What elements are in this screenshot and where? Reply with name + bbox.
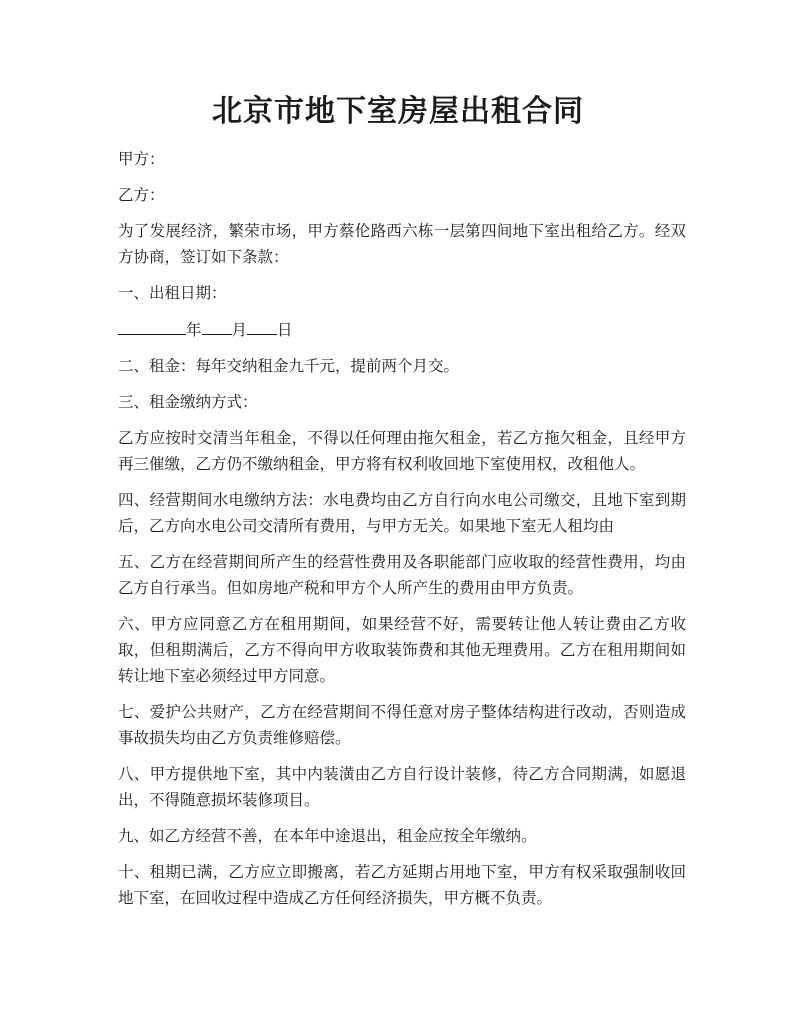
clause-10: 十、租期已满，乙方应立即搬离，若乙方延期占用地下室，甲方有权采取强制收回地下室，在回收过程中造成乙方任何经济损失，甲方概不负责。 [118, 863, 686, 907]
clause-8: 八、甲方提供地下室，其中内装潢由乙方自行设计装修，待乙方合同期满，如愿退出，不得随意损坏装修项目。 [118, 765, 686, 809]
intro-paragraph: 为了发展经济，繁荣市场，甲方蔡伦路西六栋一层第四间地下室出租给乙方。经双方协商，签订如下条款： [118, 222, 686, 266]
year-blank [118, 316, 186, 335]
document-title: 北京市地下室房屋出租合同 [212, 94, 584, 129]
month-label: 月 [231, 321, 248, 339]
clause-3-heading: 三、租金缴纳方式： [118, 393, 258, 411]
day-label: 日 [277, 321, 293, 339]
clause-3-body: 乙方应按时交清当年租金，不得以任何理由拖欠租金，若乙方拖欠租金，且经甲方再三催缴，乙方仍不缴纳租金，甲方将有权利收回地下室使用权，改租他人。 [118, 429, 686, 473]
document-body [118, 146, 686, 921]
clause-2: 二、租金：每年交纳租金九千元，提前两个月交。 [118, 357, 460, 375]
party-a-line: 甲方： [118, 150, 165, 168]
clause-9: 九、如乙方经营不善，在本年中途退出，租金应按全年缴纳。 [118, 827, 537, 845]
month-blank [202, 316, 232, 335]
clause-1-heading: 一、出租日期： [118, 284, 227, 302]
clause-6: 六、甲方应同意乙方在租用期间，如果经营不好，需要转让他人转让费由乙方收取，但租期满后，乙方不得向甲方收取装饰费和其他无理费用。乙方在租用期间如转让地下室必须经过甲方同意。 [118, 615, 686, 685]
date-line [118, 316, 686, 343]
year-label: 年 [186, 321, 202, 339]
clause-7: 七、爱护公共财产，乙方在经营期间不得任意对房子整体结构进行改动，否则造成事故损失均由乙方负责维修赔偿。 [118, 703, 686, 747]
clause-4: 四、经营期间水电缴纳方法：水电费均由乙方自行向水电公司缴交，且地下室到期后，乙方向水电公司交清所有费用，与甲方无关。如果地下室无人租均由 [118, 491, 686, 535]
day-blank [247, 316, 277, 335]
party-b-line: 乙方： [118, 186, 165, 204]
clause-5: 五、乙方在经营期间所产生的经营性费用及各职能部门应收取的经营性费用，均由乙方自行承当。但如房地产税和甲方个人所产生的费用由甲方负责。 [118, 553, 686, 597]
